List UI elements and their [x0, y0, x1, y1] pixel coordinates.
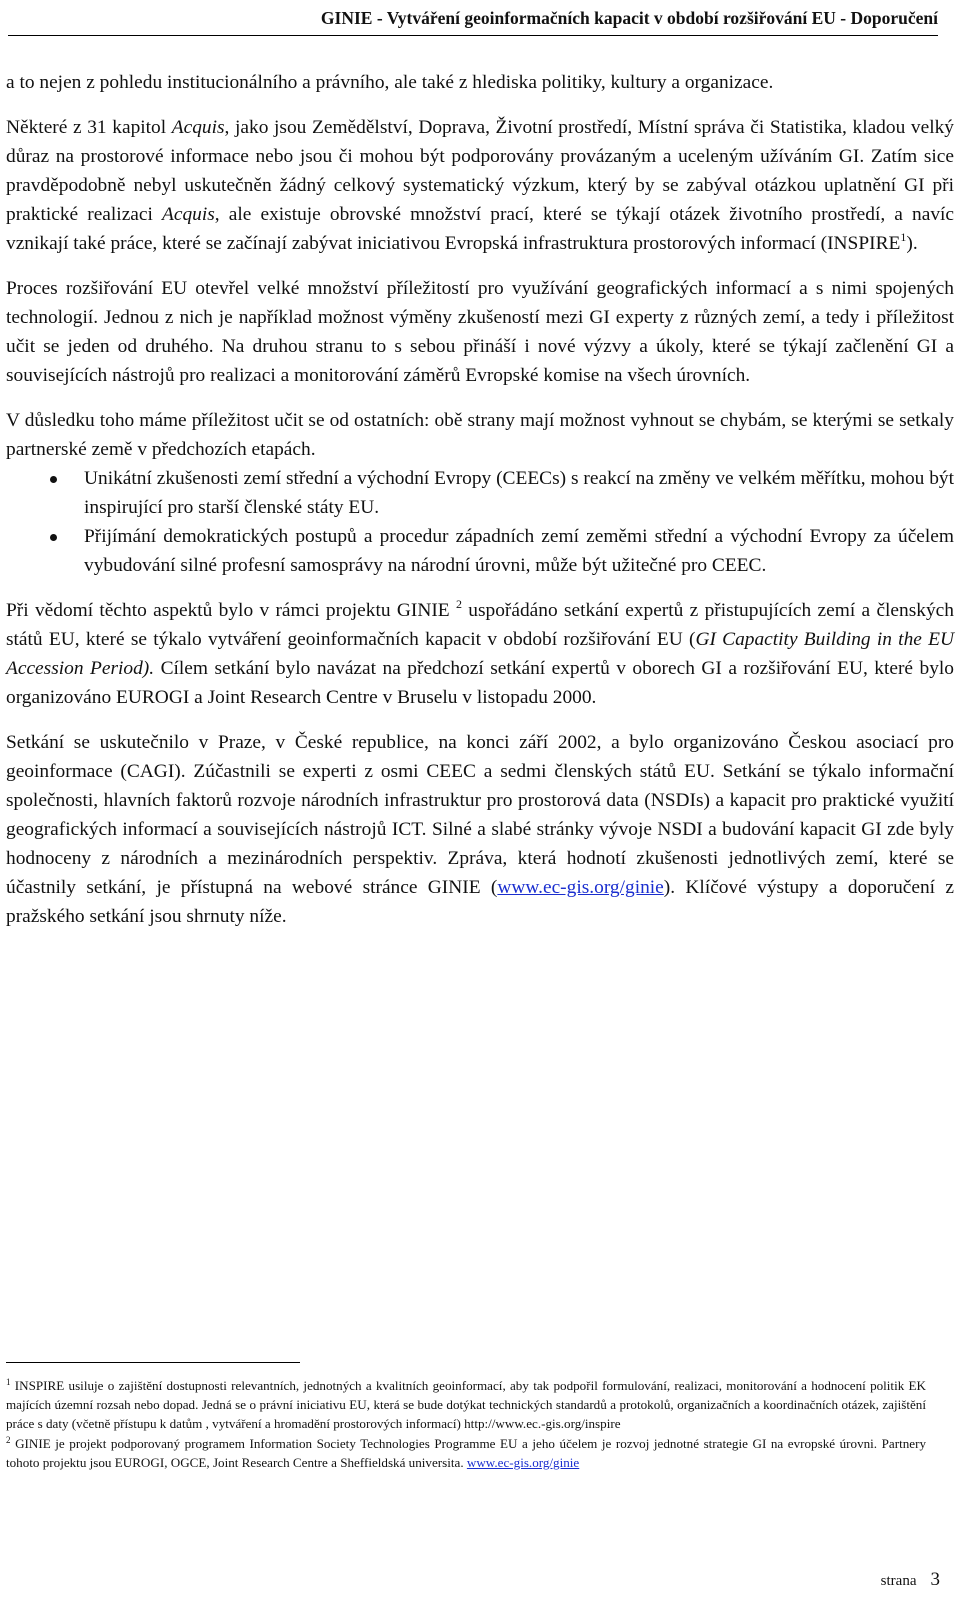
bullet-text: Unikátní zkušenosti zemí střední a východní Evropy (CEECs) s reakcí na změny ve velkém měřítku, mohou být inspirující pro starší členské státy EU. [84, 468, 954, 518]
list-item [6, 522, 954, 580]
document-body [6, 68, 954, 947]
page-label: strana [880, 1573, 917, 1589]
paragraph-3: Proces rozšiřování EU otevřel velké množství příležitostí pro využívání geografických informací a s nimi spojených technologií. Jednou z nich je například možnost výměny zkušeností mezi GI experty z různých zemí, a tedy i příležitost učit se jeden od druhého. Na druhou stranu to s sebou přináší i nové výzvy a úkoly, které se týkají začlenění GI a souvisejících nástrojů pro realizaci a monitorování záměrů Evropské komise na všech úrovních. [6, 278, 954, 386]
acquis-term: Acquis [171, 117, 225, 138]
ginie-link[interactable]: www.ec-gis.org/ginie [497, 877, 664, 898]
text-run: Setkání se uskutečnilo v Praze, v České republice, na konci září 2002, a bylo organizováno Českou asociací pro geoinformace (CAGI). Zúčastnili se experti z osmi CEEC a sedmi členských států EU. Setkání se týkalo informační společnosti, hlavních faktorů rozvoje národních infrastruktur pro prostorová data (NSDIs) a kapacit pro praktické využití geografických informací a souvisejících nástrojů ICT. Silné a slabé stránky vývoje NSDI a budování kapacit GI zde byly hodnoceny z národních a mezinárodních perspektiv. Zpráva, která hodnotí zkušenosti jednotlivých zemí, které se účastnily setkání, je přístupná na webové stránce GINIE ( [6, 732, 954, 898]
footnote-text: GINIE je projekt podporovaný programem Information Society Technologies Programme EU a jeho účelem je rozvoj jednotné strategie GI na evropské úrovni. Partnery tohoto projektu jsou EUROGI, OGCE, Joint Research Centre a Sheffieldská universita. [6, 1435, 926, 1470]
footnote-ref-2[interactable]: 2 [455, 597, 462, 611]
text-run: ). Klíčové výstupy a doporučení z pražského setkání jsou shrnuty níže. [6, 877, 955, 927]
text-run: Cílem setkání bylo navázat na předchozí setkání expertů v oborech GI a rozšiřování EU, které bylo organizováno EUROGI a Joint Research Centre v Bruselu v listopadu 2000. [6, 658, 954, 708]
header-title: GINIE - Vytváření geoinformačních kapacit v období rozšiřování EU - Doporučení [320, 8, 938, 28]
footnote-text: INSPIRE usiluje o zajištění dostupnosti relevantních, jednotných a kvalitních geoinformací, aby tak podpořil formulování, realizaci, monitorování a hodnocení politik EK majících územní rozsah nebo dopad. Jedná se o právní iniciativu EU, která se bude dotýkat technických standardů a protokolů, organizačních a koordinačních otázek, zajištění práce s daty (včetně přístupu k datům , vytváření a hromadění prostorových informací) http://www.ec.-gis.org/inspire [6, 1378, 926, 1432]
footnote-number: 1 [6, 1377, 11, 1387]
page-number [881, 1569, 940, 1591]
bullet-list [6, 464, 954, 580]
text-run: Některé z 31 kapitol [6, 117, 172, 138]
text-run: , ale existuje obrovské množství prací, které se týkají otázek životního prostředí, a navíc vznikají také práce, které se začínají zabývat iniciativou Evropská infrastruktura prostorových informací (INSPIRE [6, 204, 955, 254]
footnote-number: 2 [6, 1434, 11, 1445]
paragraph-4: V důsledku toho máme příležitost učit se od ostatních: obě strany mají možnost vyhnout se chybám, se kterými se setkaly partnerské země v předchozích etapách. [6, 410, 954, 460]
bullet-icon [50, 476, 57, 483]
text-run: Při vědomí těchto aspektů bylo v rámci projektu GINIE [6, 600, 456, 621]
list-item [6, 464, 954, 522]
paragraph-1: a to nejen z pohledu institucionálního a právního, ale také z hlediska politiky, kultury a organizace. [6, 72, 774, 93]
paragraph-5 [6, 596, 954, 712]
text-run: uspořádáno setkání expertů z přistupujících zemí a členských států EU, které se týkalo vytváření geoinformačních kapacit v období rozšiřování EU ( [6, 600, 954, 650]
english-title: GI Capactity Building in the EU Accession Period). [6, 629, 954, 679]
footnote-divider [6, 1362, 300, 1363]
acquis-term: Acquis [162, 204, 215, 225]
text-run: , jako jsou Zemědělství, Doprava, Životní prostředí, Místní správa či Statistika, kladou velký důraz na prostorové informace nebo jsou či mohou být podporovány provázaným a uceleným užíváním GI. Zatím sice pravděpodobně nebyl uskutečněn žádný celkový systematický výzkum, který by se zabýval otázkou uplatnění GI při praktické realizaci [6, 117, 954, 225]
footnote-ref-1[interactable]: 1 [900, 230, 907, 244]
text-run: ). [906, 233, 918, 254]
footnotes [6, 1376, 926, 1472]
paragraph-6 [6, 728, 954, 931]
bullet-icon [50, 534, 57, 541]
footnote-ginie-link[interactable]: www.ec-gis.org/ginie [466, 1454, 580, 1470]
running-header [8, 6, 938, 36]
page-number-value: 3 [930, 1569, 940, 1590]
footnote-2 [6, 1434, 926, 1472]
paragraph-2 [6, 113, 954, 258]
footnote-1 [6, 1376, 926, 1434]
bullet-text: Přijímání demokratických postupů a procedur západních zemí zeměmi střední a východní Evropy za účelem vybudování silné profesní samosprávy na národní úrovni, může být užitečné pro CEEC. [84, 526, 954, 576]
